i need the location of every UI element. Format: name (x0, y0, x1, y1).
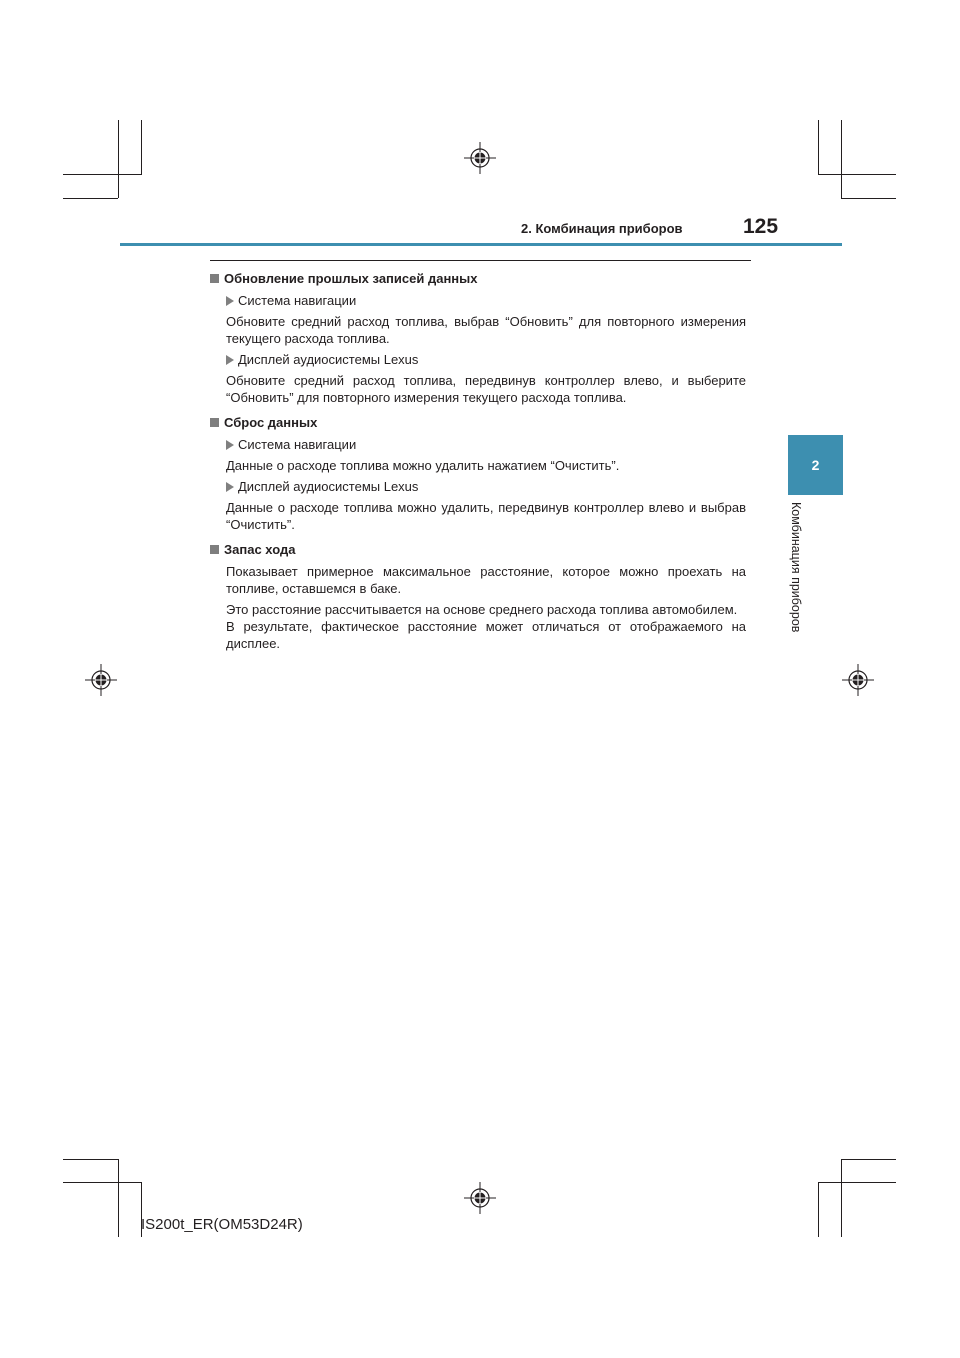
crop-mark (63, 198, 118, 199)
bullet-item (226, 478, 746, 495)
paragraph: Данные о расходе топлива можно удалить, передвинув контроллер влево и выбрав “Очистить”. (226, 500, 746, 532)
section-heading (210, 414, 746, 431)
triangle-bullet-icon (226, 355, 234, 365)
crop-mark (818, 1182, 819, 1237)
section-heading-text: Запас хода (224, 542, 296, 557)
bullet-text: Система навигации (238, 437, 357, 452)
document-code: IS200t_ER(OM53D24R) (141, 1216, 303, 1233)
crop-mark (818, 1182, 896, 1183)
chapter-tab: 2 (788, 435, 843, 495)
crop-mark (118, 1159, 119, 1237)
crop-mark (841, 1159, 896, 1160)
square-marker-icon (210, 274, 219, 283)
crop-mark (841, 120, 842, 198)
triangle-bullet-icon (226, 440, 234, 450)
crop-mark (63, 1159, 118, 1160)
registration-mark-icon (464, 142, 496, 174)
crop-mark (818, 120, 819, 175)
section-heading (210, 541, 746, 558)
registration-mark-icon (464, 1182, 496, 1214)
bullet-text: Дисплей аудиосистемы Lexus (238, 479, 419, 494)
crop-mark (841, 1159, 842, 1237)
registration-mark-icon (842, 664, 874, 696)
bullet-item (226, 436, 746, 453)
content-rule (210, 260, 751, 261)
crop-mark (141, 120, 142, 175)
crop-mark (63, 174, 141, 175)
section-heading-text: Обновление прошлых записей данных (224, 271, 478, 286)
triangle-bullet-icon (226, 482, 234, 492)
bullet-item (226, 351, 746, 368)
square-marker-icon (210, 418, 219, 427)
paragraph: Обновите средний расход топлива, передвинув контроллер влево, и выберите “Обновить” для повторного измерения текущего расхода топлива. (226, 373, 746, 405)
paragraph: Показывает примерное максимальное расстояние, которое можно проехать на топливе, оставшемся в баке. (226, 564, 746, 596)
crop-mark (841, 198, 896, 199)
crop-mark (818, 174, 896, 175)
triangle-bullet-icon (226, 296, 234, 306)
section-title: 2. Комбинация приборов (521, 221, 683, 236)
main-content (210, 270, 746, 656)
paragraph: Это расстояние рассчитывается на основе среднего расхода топлива автомобилем. (226, 602, 738, 617)
bullet-text: Дисплей аудиосистемы Lexus (238, 352, 419, 367)
bullet-item (226, 292, 746, 309)
chapter-label: Комбинация приборов (789, 502, 803, 633)
header-rule (120, 243, 842, 246)
page-number: 125 (743, 215, 779, 238)
section-heading-text: Сброс данных (224, 415, 318, 430)
crop-mark (118, 120, 119, 198)
paragraph: В результате, фактическое расстояние может отличаться от отображаемого на дисплее. (226, 619, 746, 651)
paragraph: Данные о расходе топлива можно удалить нажатием “Очистить”. (226, 458, 620, 473)
paragraph: Обновите средний расход топлива, выбрав “Обновить” для повторного измерения текущего расхода топлива. (226, 314, 746, 346)
registration-mark-icon (85, 664, 117, 696)
bullet-text: Система навигации (238, 293, 357, 308)
section-heading (210, 270, 746, 287)
crop-mark (63, 1182, 141, 1183)
square-marker-icon (210, 545, 219, 554)
